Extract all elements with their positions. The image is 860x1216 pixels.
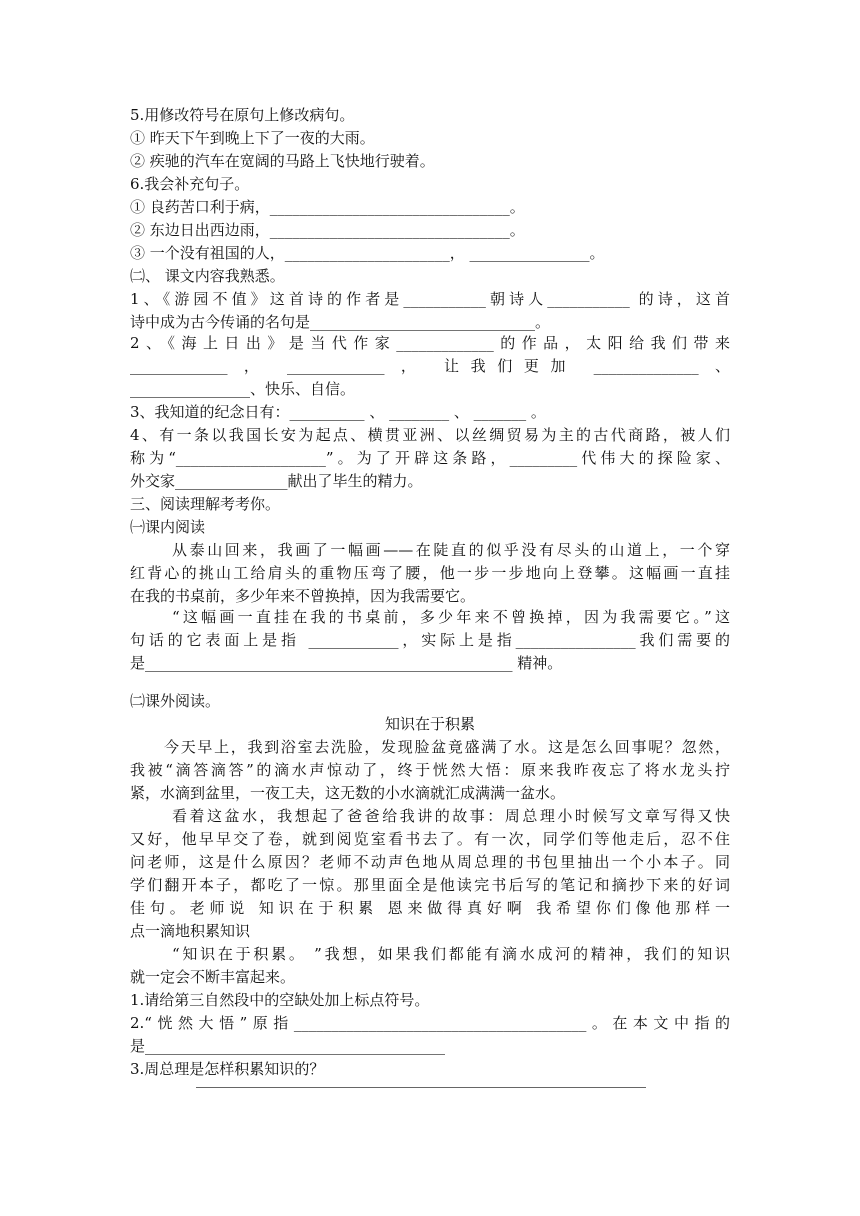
passage-2-p2-line-4: 学们翻开本子，都吃了一惊。那里面全是他读完书后写的笔记和摘抄下来的好词 bbox=[130, 876, 730, 894]
s2-q2-line-3: ________________、快乐、自信。 bbox=[130, 380, 356, 398]
passage-2-p3-line-2: 就一定会不断丰富起来。 bbox=[130, 968, 296, 986]
s2-q2-line-1: 2、《海上日出》是当代作家_____________的作品，太阳给我们带来 bbox=[130, 334, 730, 352]
passage-1-question-line-1: “这幅画一直挂在我的书桌前，多少年来不曾换掉，因为我需要它。”这 bbox=[172, 608, 730, 626]
passage-2-question-2-line-2: 是________________________________________ bbox=[130, 1037, 446, 1055]
passage-2-p2-line-5: 佳句。老师说 知识在于积累 恩来做得真好啊 我希望你们像他那样一 bbox=[130, 899, 730, 917]
section-2-heading: ㈡、 课文内容我熟悉。 bbox=[130, 267, 285, 285]
passage-2-question-1: 1.请给第三自然段中的空缺处加上标点符号。 bbox=[130, 991, 430, 1009]
passage-1-line-3: 在我的书桌前，多少年来不曾换掉，因为我需要它。 bbox=[130, 587, 476, 605]
section-3-heading: 三、阅读理解考考你。 bbox=[130, 495, 281, 513]
q6-item-3: ③ 一个没有祖国的人，______________________， ________________。 bbox=[130, 244, 605, 262]
passage-2-p2-line-3: 问老师，这是什么原因？老师不动声色地从周总理的书包里抽出一个小本子。同 bbox=[130, 853, 730, 871]
q6-item-1: ① 良药苦口利于病，________________________________。 bbox=[130, 198, 525, 216]
q5-sentence-1: ① 昨天下午到晚上下了一夜的大雨。 bbox=[130, 129, 375, 147]
passage-1-line-1: 从泰山回来，我画了一幅画——在陡直的似乎没有尽头的山道上，一个穿 bbox=[172, 541, 730, 559]
passage-2-p1-line-1: 今天早上，我到浴室去洗脸，发现脸盆竟盛满了水。这是怎么回事呢？忽然， bbox=[164, 738, 730, 756]
s2-q4-line-2: 称为“____________________”。为了开辟这条路，_________代伟大的探险家、 bbox=[130, 449, 730, 467]
q5-heading: 5.用修改符号在原句上修改病句。 bbox=[130, 106, 355, 124]
passage-2-question-3: 3.周总理是怎样积累知识的？ bbox=[130, 1060, 325, 1078]
passage-1-line-2: 红背心的挑山工给肩头的重物压弯了腰，他一步一步地向上登攀。这幅画一直挂 bbox=[130, 564, 730, 582]
passage-2-p2-line-1: 看着这盆水，我想起了爸爸给我讲的故事：周总理小时候写文章写得又快 bbox=[172, 807, 730, 825]
s2-q2-line-2: _____________ ， _____________ ， 让我们更加 ______________ 、 bbox=[130, 357, 730, 375]
s2-q4-line-3: 外交家_______________献出了毕生的精力。 bbox=[130, 472, 423, 490]
passage-2-p1-line-3: 紧，水滴到盆里，一夜工夫，这无数的小水滴就汇成满满一盆水。 bbox=[130, 784, 566, 802]
s2-q1-line-2: 诗中成为古今传诵的名句是______________________________。 bbox=[130, 313, 551, 331]
in-class-reading-heading: ㈠课内阅读 bbox=[130, 518, 206, 536]
passage-1-question-line-3: 是_________________________________________________ 精神。 bbox=[130, 654, 563, 672]
passage-2-p3-line-1: “知识在于积累。 ”我想，如果我们都能有滴水成河的精神，我们的知识 bbox=[172, 945, 730, 963]
s2-q3: 3、我知道的纪念日有：__________ 、 ________ 、 _______ 。 bbox=[130, 403, 546, 421]
passage-2-p2-line-6: 点一滴地积累知识 bbox=[130, 922, 251, 940]
out-of-class-reading-heading: ㈡课外阅读。 bbox=[130, 692, 221, 710]
s2-q4-line-1: 4、有一条以我国长安为起点、横贯亚洲、以丝绸贸易为主的古代商路，被人们 bbox=[130, 426, 730, 444]
q6-item-2: ② 东边日出西边雨，________________________________。 bbox=[130, 221, 525, 239]
passage-2-question-2-line-1: 2.“恍然大悟”原指_______________________________________。在本文中指的 bbox=[130, 1014, 730, 1032]
passage-1-question-line-2: 句话的它表面上是指 ____________，实际上是指________________我们需要的 bbox=[130, 631, 730, 649]
answer-line bbox=[196, 1087, 646, 1088]
s2-q1-line-1: 1、《游园不值》这首诗的作者是___________朝诗人___________ 的诗，这首 bbox=[130, 290, 730, 308]
passage-2-title: 知识在于积累 bbox=[384, 715, 475, 733]
q6-heading: 6.我会补充句子。 bbox=[130, 175, 250, 193]
q5-sentence-2: ② 疾驰的汽车在宽阔的马路上飞快地行驶着。 bbox=[130, 152, 435, 170]
passage-2-p2-line-2: 又好，他早早交了卷，就到阅览室看书去了。有一次，同学们等他走后，忍不住 bbox=[130, 830, 730, 848]
passage-2-p1-line-2: 我被“滴答滴答”的滴水声惊动了，终于恍然大悟：原来我昨夜忘了将水龙头拧 bbox=[130, 761, 730, 779]
